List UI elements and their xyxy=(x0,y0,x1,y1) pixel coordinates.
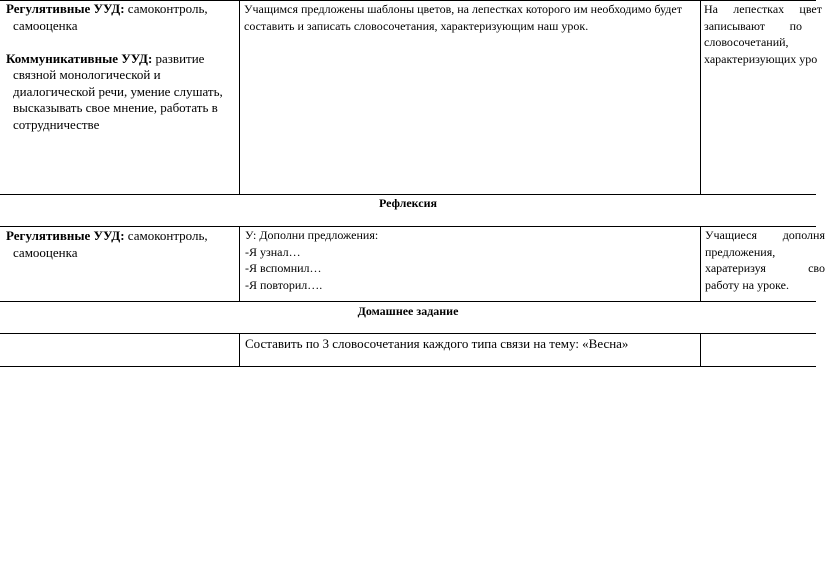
col2-divider-row1 xyxy=(700,0,701,195)
reflexia-heading: Рефлексия xyxy=(378,196,438,210)
row3-bottom-border xyxy=(0,366,816,367)
row1-activity-line-1: Учащимся предложены шаблоны цветов, на лепестках которого им необходимо будет xyxy=(244,2,682,16)
homework-heading: Домашнее задание xyxy=(357,304,459,318)
row1-right-word-5: по xyxy=(789,18,802,33)
communicative-uud-line-3: высказывать свое мнение, работать в xyxy=(13,100,218,115)
row2-right-line-4: работу на уроке. xyxy=(705,277,789,292)
row2-right-word-2: дополня xyxy=(782,228,825,242)
homework-row-bottom-border xyxy=(0,333,816,334)
row2-right-word-4: сво xyxy=(808,261,825,275)
row2-regulative-uud-text: самоконтроль, xyxy=(124,228,208,243)
row2-student-activity-cell xyxy=(705,227,825,293)
communicative-uud-line xyxy=(6,51,236,68)
row2-right-line-2: предложения, xyxy=(705,244,776,259)
row2-regulative-uud-text-cont: самооценка xyxy=(13,244,78,260)
row1-activity-line-2: составить и записать словосочетания, характеризующим наш урок. xyxy=(244,18,589,33)
col1-divider-row3 xyxy=(239,333,240,367)
communicative-uud-heading: Коммуникативные УУД: xyxy=(6,50,153,66)
row1-right-word-3: цвет xyxy=(799,2,822,16)
regulative-uud-text-cont: самооценка xyxy=(13,17,78,33)
row2-activity-line-4: -Я повторил…. xyxy=(245,277,323,292)
row2-activity-line-3: -Я вспомнил… xyxy=(245,261,322,275)
row2-competencies-cell xyxy=(6,228,236,261)
col1-divider-row1 xyxy=(239,0,240,195)
row1-right-line-4: характеризующих уро xyxy=(704,51,818,66)
col2-divider-row3 xyxy=(700,333,701,367)
communicative-uud-line-2: диалогической речи, умение слушать, xyxy=(13,83,223,99)
row2-activity-line-2: -Я узнал… xyxy=(245,244,301,259)
regulative-uud-text: самоконтроль, xyxy=(124,1,208,16)
row2-right-word-1: Учащиеся xyxy=(705,228,757,242)
communicative-uud-line-4: сотрудничестве xyxy=(13,116,100,132)
row2-bottom-border xyxy=(0,301,816,302)
row2-regulative-uud-heading: Регулятивные УУД: xyxy=(6,228,125,243)
row2-activity-line-1: У: Дополни предложения: xyxy=(245,228,379,242)
row1-competencies-cell xyxy=(6,1,236,133)
row2-teacher-activity-cell xyxy=(245,227,697,293)
row1-student-activity-cell xyxy=(704,1,822,67)
col1-divider-row2 xyxy=(239,226,240,302)
regulative-uud-line xyxy=(6,1,236,18)
row2-regulative-uud-line xyxy=(6,228,236,245)
row1-right-word-4: записывают xyxy=(704,18,766,33)
homework-task-cell: Составить по 3 словосочетания каждого типа связи на тему: «Весна» xyxy=(245,336,629,351)
communicative-uud-text: развитие xyxy=(152,50,205,66)
col2-divider-row2 xyxy=(700,226,701,302)
communicative-uud-line-1: связной монологической и xyxy=(13,67,161,82)
row1-right-word-2: лепестках xyxy=(733,2,785,16)
regulative-uud-heading: Регулятивные УУД: xyxy=(6,1,125,16)
row2-right-word-3: харатеризуя xyxy=(705,261,766,275)
row1-right-word-1: На xyxy=(704,2,718,16)
row1-teacher-activity-cell xyxy=(244,1,700,34)
row1-right-line-3: словосочетаний, xyxy=(704,35,789,49)
